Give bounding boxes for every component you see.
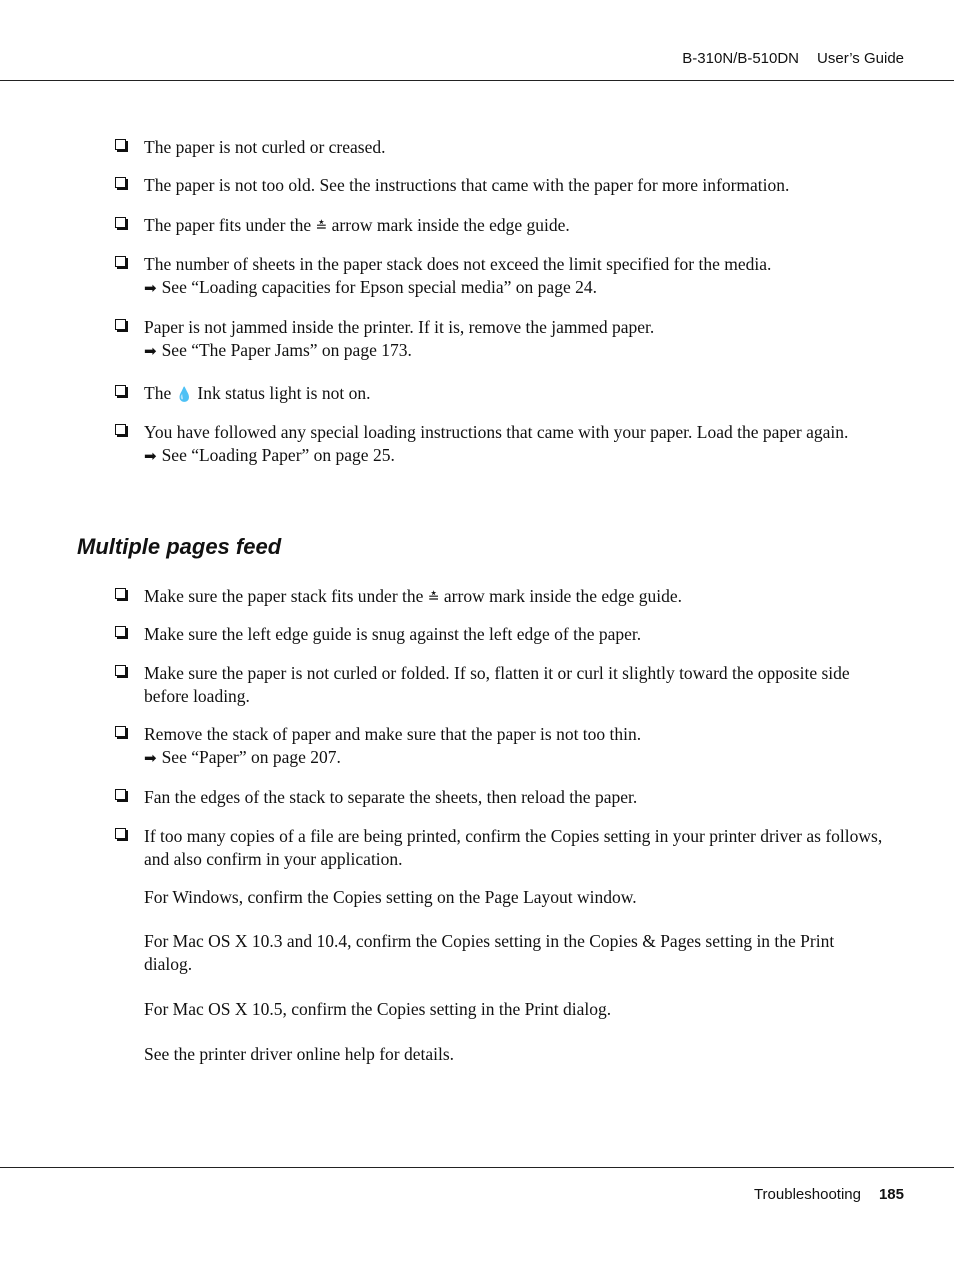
cross-reference[interactable]: ➡ See “Loading capacities for Epson special media” on page 24. <box>144 276 597 297</box>
model-name: B-310N/B-510DN <box>682 50 800 67</box>
guide-title: User’s Guide <box>817 50 904 67</box>
page-number: 185 <box>878 1186 904 1203</box>
list-item-text: The 💧 Ink status light is not on. <box>144 383 371 403</box>
list-item <box>144 214 884 240</box>
list-item <box>144 623 884 646</box>
page-footer <box>754 1186 904 1203</box>
right-arrow-icon: ➡ <box>144 448 157 465</box>
list-item <box>144 421 884 468</box>
list-item <box>144 136 884 159</box>
paper-stack-mark-icon: ≛ <box>427 591 440 606</box>
checkbox-icon <box>115 385 126 396</box>
list-item-text: Paper is not jammed inside the printer. If it is, remove the jammed paper. <box>144 317 655 337</box>
list-item-text: Fan the edges of the stack to separate the sheets, then reload the paper. <box>144 787 638 807</box>
list-item <box>144 723 884 770</box>
checkbox-icon <box>115 424 126 435</box>
right-arrow-icon: ➡ <box>144 343 157 360</box>
footer-section: Troubleshooting <box>753 1186 861 1203</box>
list-item <box>144 585 884 611</box>
list-item-text: The paper fits under the ≛ arrow mark inside the edge guide. <box>144 215 570 235</box>
list-item <box>144 174 884 197</box>
checkbox-icon <box>115 726 126 737</box>
list-item <box>144 662 884 707</box>
list-item <box>144 253 884 300</box>
list-item-text: Make sure the left edge guide is snug against the left edge of the paper. <box>144 624 642 644</box>
right-arrow-icon: ➡ <box>144 280 157 297</box>
list-item <box>144 316 884 363</box>
paper-stack-mark-icon: ≛ <box>315 220 328 235</box>
paragraph: For Mac OS X 10.3 and 10.4, confirm the Copies setting in the Copies & Pages setting in the Print dialog. <box>144 931 835 974</box>
list-item-text: Make sure the paper stack fits under the ≛ arrow mark inside the edge guide. <box>144 586 683 606</box>
header-divider <box>0 80 954 81</box>
ink-drop-icon: 💧 <box>175 388 194 403</box>
checkbox-icon <box>115 256 126 267</box>
checkbox-icon <box>115 789 126 800</box>
paragraph: For Windows, confirm the Copies setting on the Page Layout window. <box>144 887 637 907</box>
cross-reference[interactable]: ➡ See “Paper” on page 207. <box>144 746 341 767</box>
checkbox-icon <box>115 177 126 188</box>
checkbox-icon <box>115 139 126 150</box>
list-item-text: Make sure the paper is not curled or folded. If so, flatten it or curl it slightly toward the opposite side before loading. <box>144 663 850 706</box>
list-item <box>144 825 884 870</box>
list-item-text: Remove the stack of paper and make sure that the paper is not too thin. <box>144 724 642 744</box>
right-arrow-icon: ➡ <box>144 750 157 767</box>
section-title: Multiple pages feed <box>77 534 282 559</box>
list-item <box>144 786 884 809</box>
paragraph: For Mac OS X 10.5, confirm the Copies setting in the Print dialog. <box>144 999 612 1019</box>
checkbox-icon <box>115 588 126 599</box>
checkbox-icon <box>115 665 126 676</box>
page-header <box>682 50 904 67</box>
list-item-text: The number of sheets in the paper stack does not exceed the limit specified for the media. <box>144 254 772 274</box>
cross-reference[interactable]: ➡ See “Loading Paper” on page 25. <box>144 444 395 465</box>
checkbox-icon <box>115 626 126 637</box>
list-item-text: If too many copies of a file are being printed, confirm the Copies setting in your printer driver as follows, and also confirm in your application. <box>144 826 883 869</box>
list-item-text: The paper is not too old. See the instructions that came with the paper for more information. <box>144 175 790 195</box>
checkbox-icon <box>115 319 126 330</box>
list-item-text: The paper is not curled or creased. <box>144 137 386 157</box>
footer-divider <box>0 1167 954 1168</box>
list-item-text: You have followed any special loading instructions that came with your paper. Load the paper again. <box>144 422 849 442</box>
checkbox-icon <box>115 828 126 839</box>
cross-reference[interactable]: ➡ See “The Paper Jams” on page 173. <box>144 339 412 360</box>
paragraph: See the printer driver online help for details. <box>144 1044 455 1064</box>
checkbox-icon <box>115 217 126 228</box>
list-item <box>144 382 884 408</box>
